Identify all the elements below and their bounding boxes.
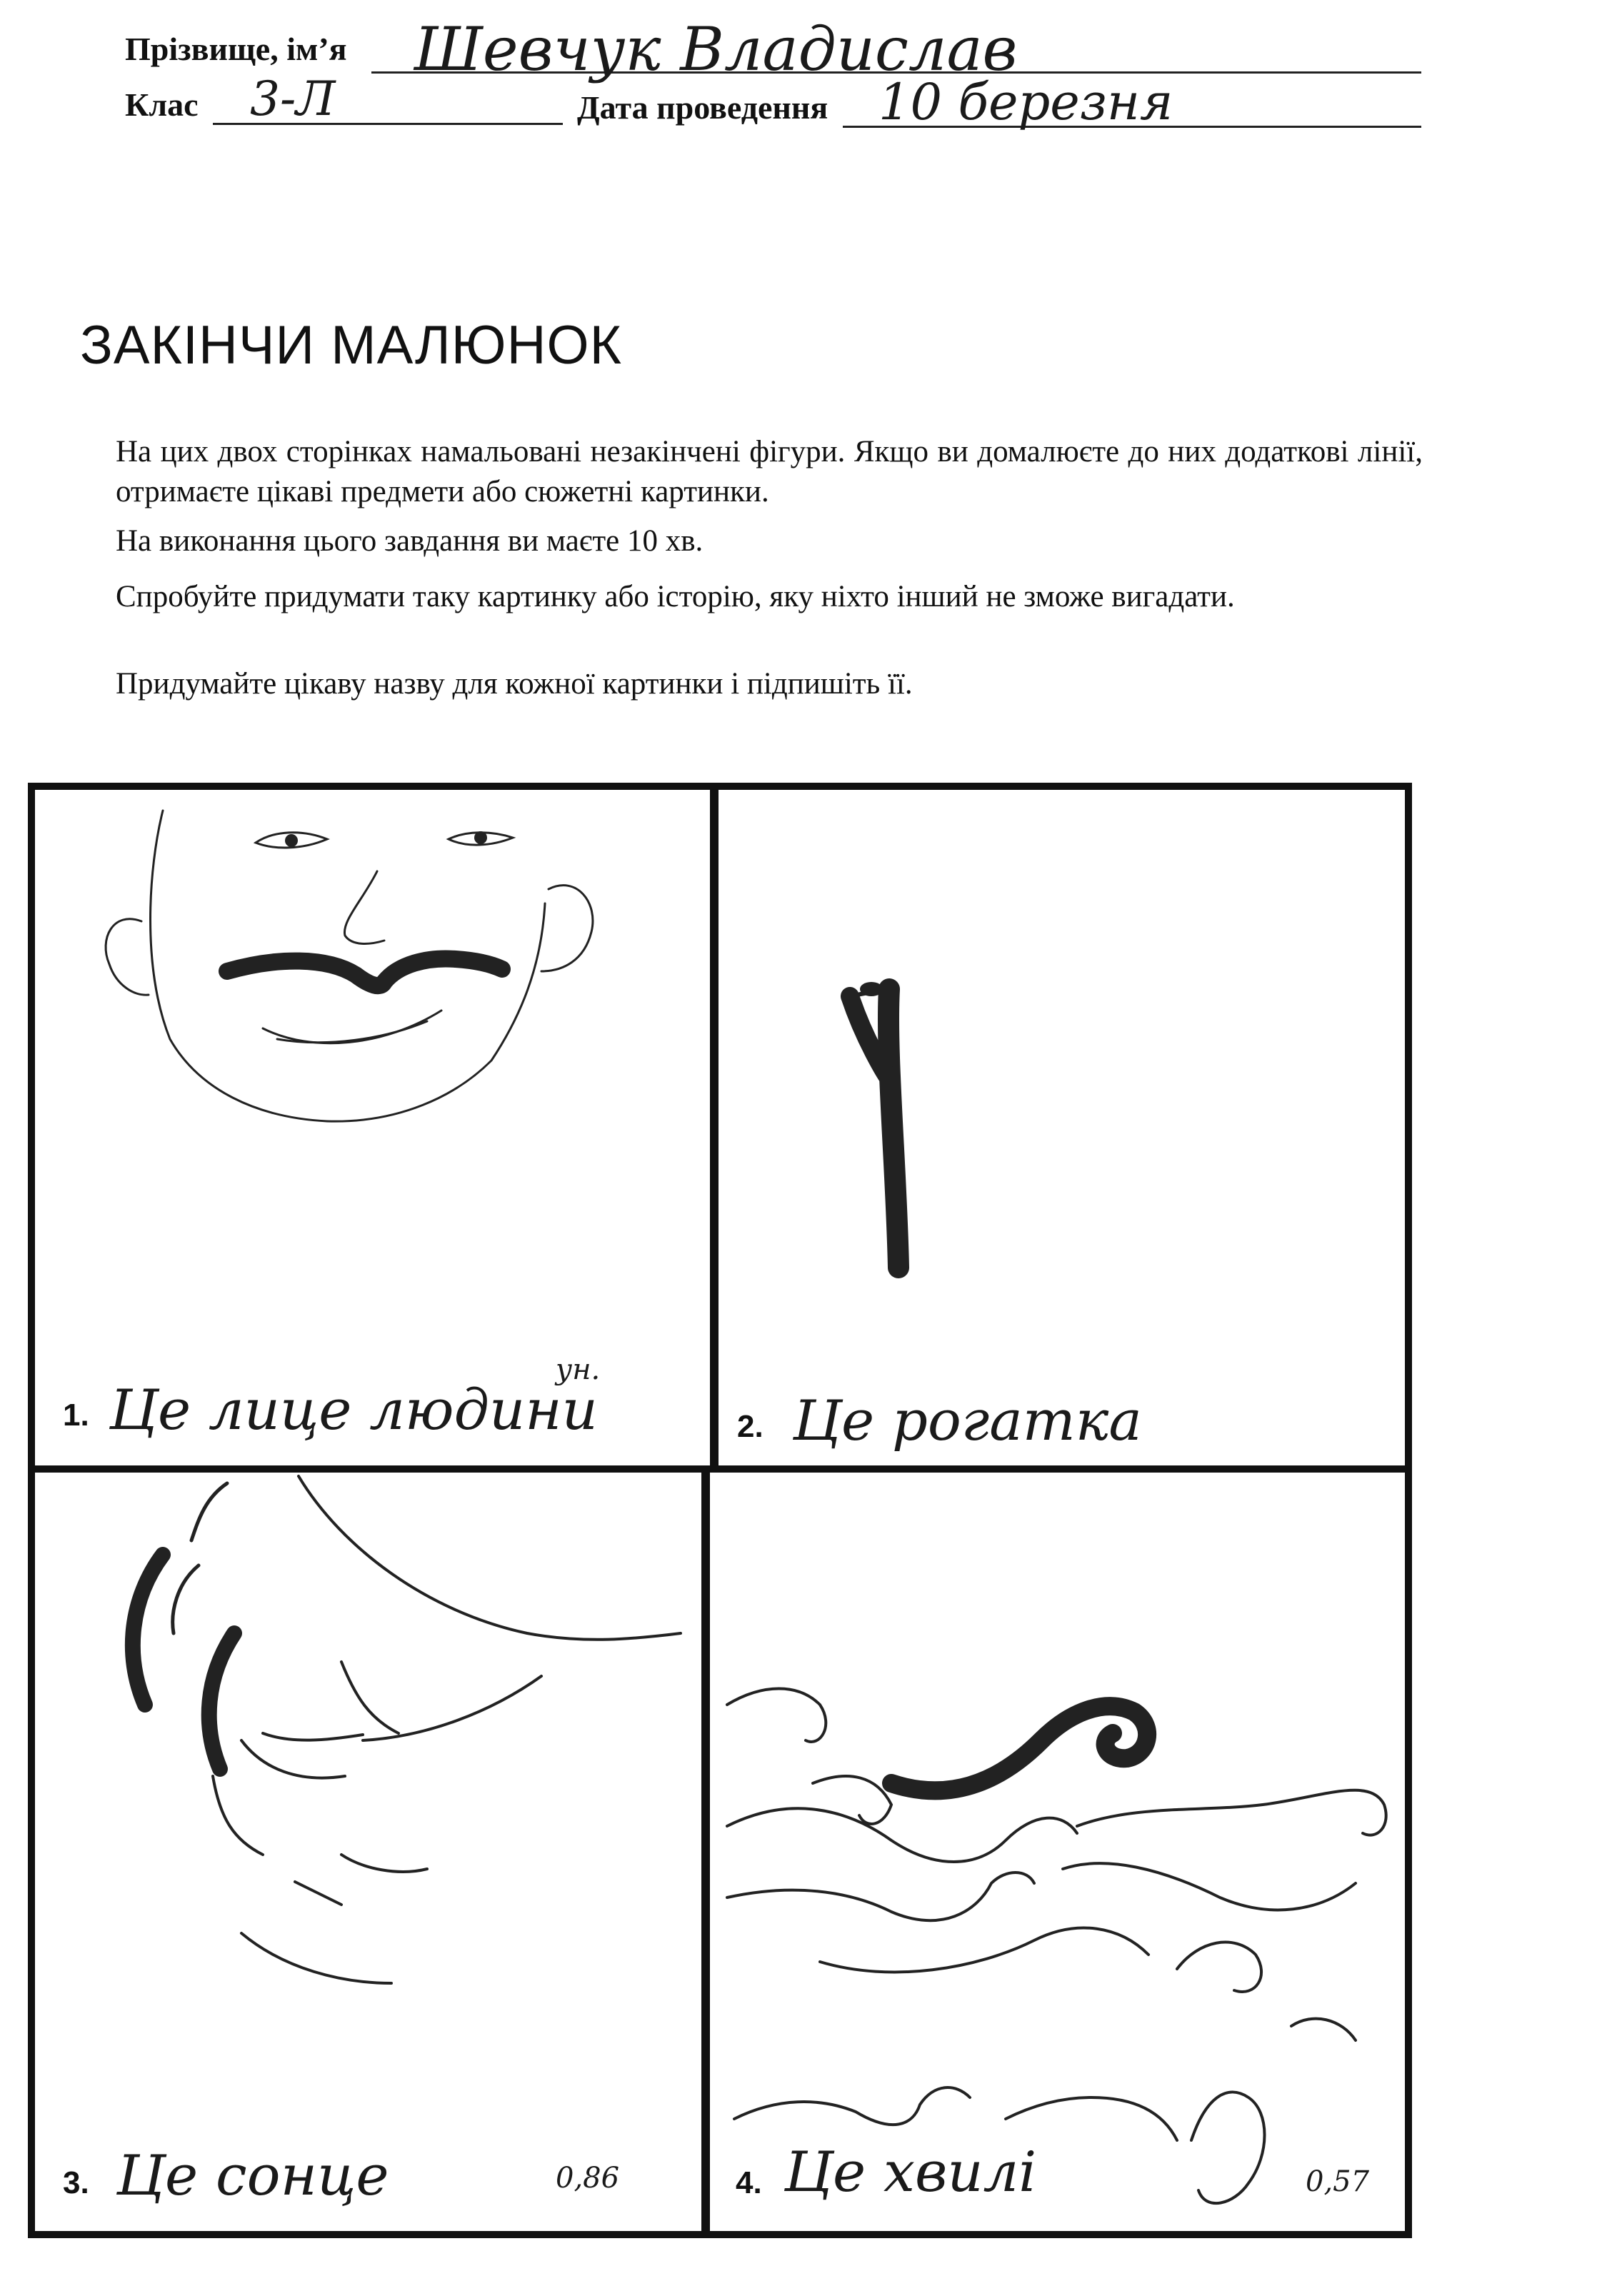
drawing-number-1: 1. xyxy=(63,1398,89,1433)
slingshot-stone xyxy=(860,982,883,996)
nose xyxy=(344,871,384,943)
wave-line xyxy=(727,1689,826,1742)
drawing-caption-4: Це хвилі xyxy=(784,2140,1037,2205)
drawing-note-4: 0,57 xyxy=(1306,2165,1370,2198)
instruction-paragraph-4: Придумайте цікаву назву для кожної картинки і підпишіть її. xyxy=(116,667,913,701)
waves-drawing xyxy=(706,1469,1408,2235)
wave-line xyxy=(1191,2092,1265,2204)
right-ear xyxy=(541,886,593,971)
wave-line xyxy=(813,1776,891,1824)
wave-thick-curl xyxy=(891,1706,1147,1790)
drawing-cell-1 xyxy=(27,782,714,1469)
drawing-number-2: 2. xyxy=(737,1409,764,1444)
instruction-paragraph-3: Спробуйте придумати таку картинку або історію, яку ніхто інший не зможе вигадати. xyxy=(116,580,1235,613)
date-field[interactable]: 10 березня xyxy=(878,73,1173,131)
right-pupil xyxy=(474,831,487,844)
left-ear xyxy=(106,919,149,995)
wave-line xyxy=(1177,1942,1261,1992)
drawing-cell-4 xyxy=(706,1469,1408,2235)
drawing-number-4: 4. xyxy=(736,2165,762,2200)
wave-line xyxy=(1291,2019,1356,2040)
instruction-paragraph-2: На виконання цього завдання ви маєте 10 хв. xyxy=(116,524,704,558)
sun-ray xyxy=(241,1740,345,1778)
face-drawing xyxy=(27,782,714,1469)
drawing-cell-3 xyxy=(27,1469,706,2235)
sun-ray xyxy=(213,1776,263,1855)
wave-line xyxy=(1063,1863,1356,1910)
wave-line xyxy=(820,1928,1148,1972)
wave-line xyxy=(734,2087,970,2125)
sun-ray xyxy=(295,1882,341,1905)
drawing-note-3: 0,86 xyxy=(556,2162,620,2195)
class-label: Клас xyxy=(125,86,199,123)
slingshot-handle xyxy=(888,989,898,1268)
drawing-grid xyxy=(27,782,1413,2239)
left-pupil xyxy=(285,834,298,847)
sun-ray xyxy=(363,1676,541,1740)
drawing-caption-3: Це сонце xyxy=(116,2144,389,2208)
surname-name-label: Прізвище, ім’я xyxy=(125,31,347,67)
wave-line xyxy=(1077,1790,1386,1835)
sun-ray xyxy=(263,1733,363,1740)
sun-ray xyxy=(341,1855,427,1872)
wave-line xyxy=(1006,2097,1177,2140)
sun-drawing xyxy=(27,1469,706,2235)
sun-ray xyxy=(173,1565,199,1633)
class-field[interactable]: 3-Л xyxy=(250,71,336,126)
drawing-note-1: ун. xyxy=(556,1353,601,1386)
sun-arc xyxy=(299,1476,681,1640)
date-label: Дата проведення xyxy=(577,89,828,126)
sun-ray xyxy=(341,1662,399,1733)
instruction-paragraph-1: На цих двох сторінках намальовані незакінчені фігури. Якщо ви домалюєте до них додаткові лінії, отримаєте цікаві предмети або сюжетні картинки. xyxy=(116,435,1423,508)
task-title: ЗАКІНЧИ МАЛЮНОК xyxy=(80,315,622,376)
mustache xyxy=(227,958,502,986)
drawing-caption-1: Це лице людини xyxy=(109,1378,598,1443)
slingshot-drawing xyxy=(714,782,1408,1469)
drawing-cell-2 xyxy=(714,782,1408,1469)
sun-thick-arc-left xyxy=(133,1555,163,1705)
sun-thick-arc-right xyxy=(209,1633,234,1769)
surname-name-field[interactable]: Шевчук Владислав xyxy=(414,14,1018,84)
drawing-number-3: 3. xyxy=(63,2165,89,2200)
drawing-caption-2: Це рогатка xyxy=(793,1389,1142,1453)
wave-line xyxy=(727,1808,1077,1862)
mouth-lower xyxy=(277,1021,427,1043)
sun-ray xyxy=(241,1933,391,1983)
wave-line xyxy=(727,1873,1034,1920)
sun-ray xyxy=(191,1483,227,1540)
